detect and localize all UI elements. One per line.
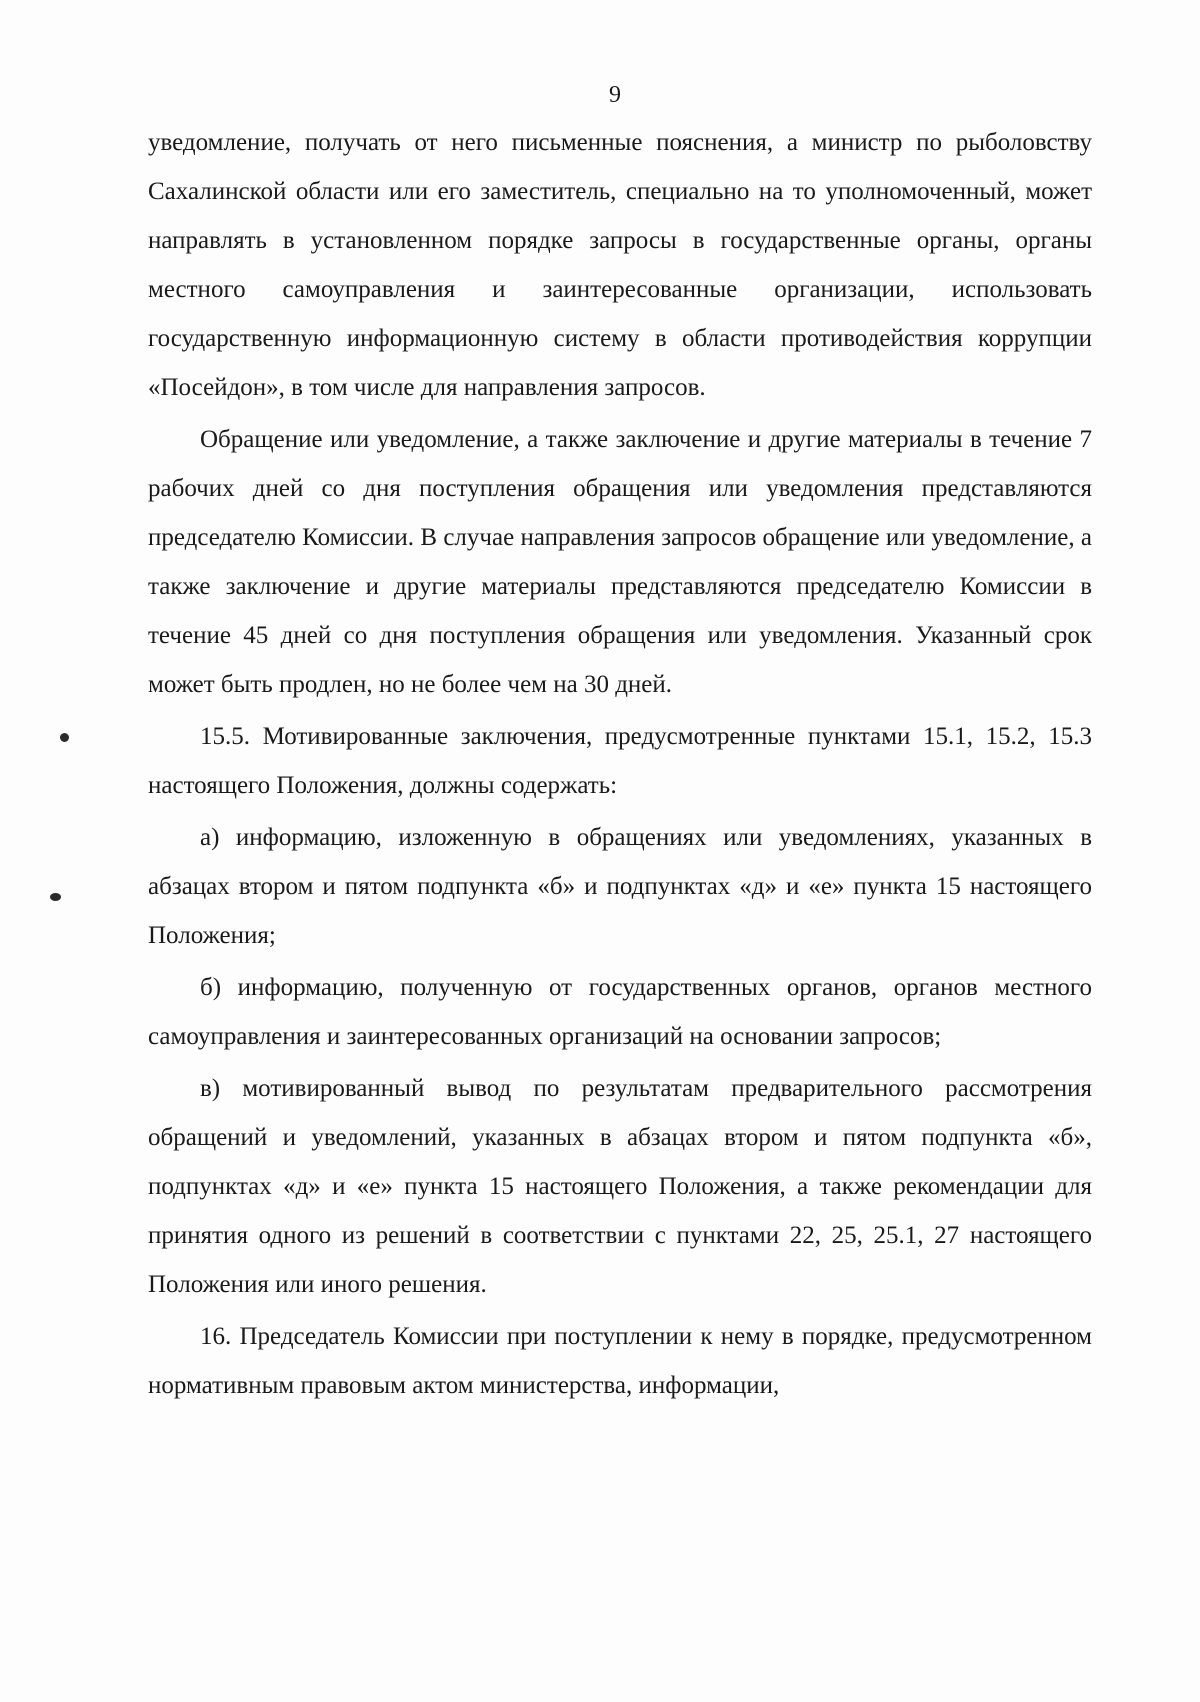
subitem-b: б) информацию, полученную от государственных органов, органов местного самоуправления и заинтересованных организаций на основании запросов; [148, 974, 1092, 1050]
paragraph-15-5: 15.5. Мотивированные заключения, предусмотренные пунктами 15.1, 15.2, 15.3 настоящего Положения, должны содержать: [148, 723, 1092, 799]
paragraph-16: 16. Председатель Комиссии при поступлении к нему в порядке, предусмотренном нормативным правовым актом министерства, информации, [148, 1323, 1092, 1399]
paragraph-continuation: уведомление, получать от него письменные пояснения, а министр по рыболовству Сахалинской области или его заместитель, специально на то уполномоченный, может направлять в установленном порядке запросы в государственные органы, органы местного самоуправления и заинтересованные организации, использовать государственную информационную систему в области противодействия коррупции «Посейдон», в том числе для направления запросов. [148, 129, 1092, 401]
subitem-v: в) мотивированный вывод по результатам предварительного рассмотрения обращений и уведомлений, указанных в абзацах втором и пятом подпункта «б», подпунктах «д» и «е» пункта 15 настоящего Положения, а также рекомендации для принятия одного из решений в соответствии с пунктами 22, 25, 25.1, 27 настоящего Положения или иного решения. [148, 1075, 1092, 1298]
subitem-a: а) информацию, изложенную в обращениях или уведомлениях, указанных в абзацах втором и пятом подпункта «б» и подпунктах «д» и «е» пункта 15 настоящего Положения; [148, 824, 1092, 949]
page-number: 9 [609, 82, 621, 108]
document-body [148, 118, 1092, 1410]
scan-speck [60, 733, 69, 742]
paragraph-appeal-deadlines: Обращение или уведомление, а также заключение и другие материалы в течение 7 рабочих дней со дня поступления обращения или уведомления представляются председателю Комиссии. В случае направления запросов обращение или уведомление, а также заключение и другие материалы представляются председателю Комиссии в течение 45 дней со дня поступления обращения или уведомления. Указанный срок может быть продлен, но не более чем на 30 дней. [148, 426, 1092, 698]
scan-speck [50, 893, 61, 901]
